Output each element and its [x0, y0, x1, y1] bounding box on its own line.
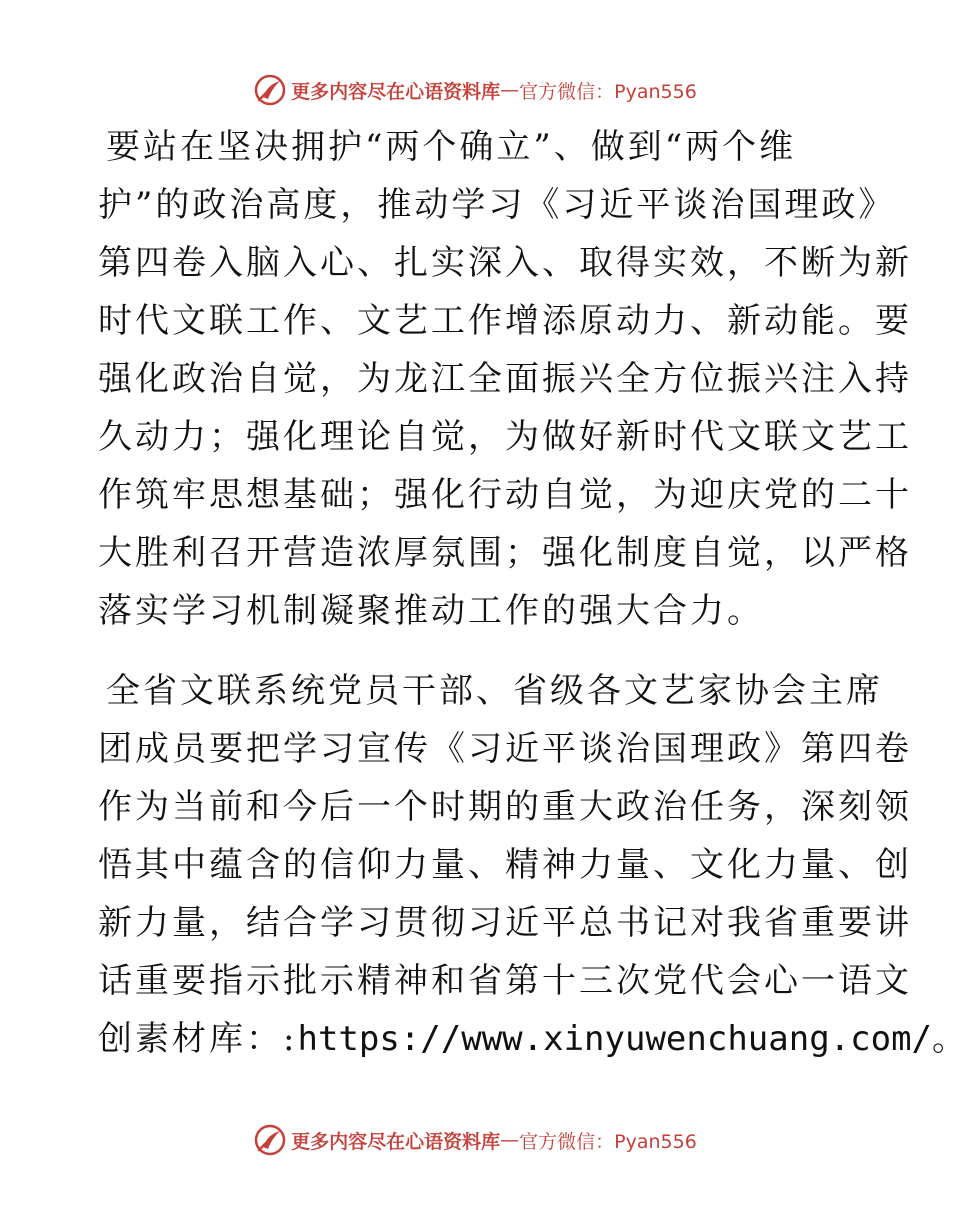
text-line: 全省文联系统党员干部、省级各文艺家协会主席 [106, 671, 883, 711]
text-line: 强化政治自觉，为龙江全面振兴全方位振兴注入持 [98, 359, 912, 399]
text-line: 作筑牢思想基础；强化行动自觉，为迎庆党的二十 [98, 475, 912, 515]
logo-icon [253, 1123, 287, 1157]
text-line: 落实学习机制凝聚推动工作的强大合力。 [98, 591, 764, 631]
text-line: 要站在坚决拥护“两个确立”、做到“两个维 [106, 127, 797, 167]
text-line: 作为当前和今后一个时期的重大政治任务，深刻领 [98, 787, 912, 827]
text-line: 话重要指示批示精神和省第十三次党代会心一语文 [98, 961, 912, 1001]
text-line: 时代文联工作、文艺工作增添原动力、新动能。要 [98, 301, 912, 341]
paragraph-2 [98, 662, 969, 1068]
banner-wechat: 官方微信：Pyan556 [519, 1130, 697, 1153]
text-line: 护”的政治高度，推动学习《习近平谈治国理政》 [98, 185, 896, 225]
text-line: 大胜利召开营造浓厚氛围；强化制度自觉，以严格 [98, 533, 912, 573]
logo-icon [253, 73, 287, 107]
document-body [98, 118, 969, 1068]
paragraph-1 [98, 118, 912, 640]
website-link[interactable]: https://www.xinyuwenchuang.com/ [297, 1019, 933, 1059]
text-line: 久动力；强化理论自觉，为做好新时代文联文艺工 [98, 417, 912, 457]
banner-dash: — [500, 1129, 520, 1151]
text-line: 第四卷入脑入心、扎实深入、取得实效，不断为新 [98, 243, 912, 283]
text-line: 悟其中蕴含的信仰力量、精神力量、文化力量、创 [98, 845, 912, 885]
banner-dash: — [500, 79, 520, 101]
text-line-with-url [98, 1010, 969, 1068]
text-line: 新力量，结合学习贯彻习近平总书记对我省重要讲 [98, 903, 912, 943]
footer-watermark [0, 1120, 950, 1160]
banner-title: 更多内容尽在心语资料库 [291, 80, 501, 103]
header-watermark [0, 70, 950, 110]
banner-title: 更多内容尽在心语资料库 [291, 1130, 501, 1153]
text-line: 团成员要把学习宣传《习近平谈治国理政》第四卷 [98, 729, 912, 769]
url-prefix: 创素材库：: [98, 1019, 298, 1059]
banner-wechat: 官方微信：Pyan556 [519, 80, 697, 103]
url-suffix: 。 [932, 1019, 969, 1059]
